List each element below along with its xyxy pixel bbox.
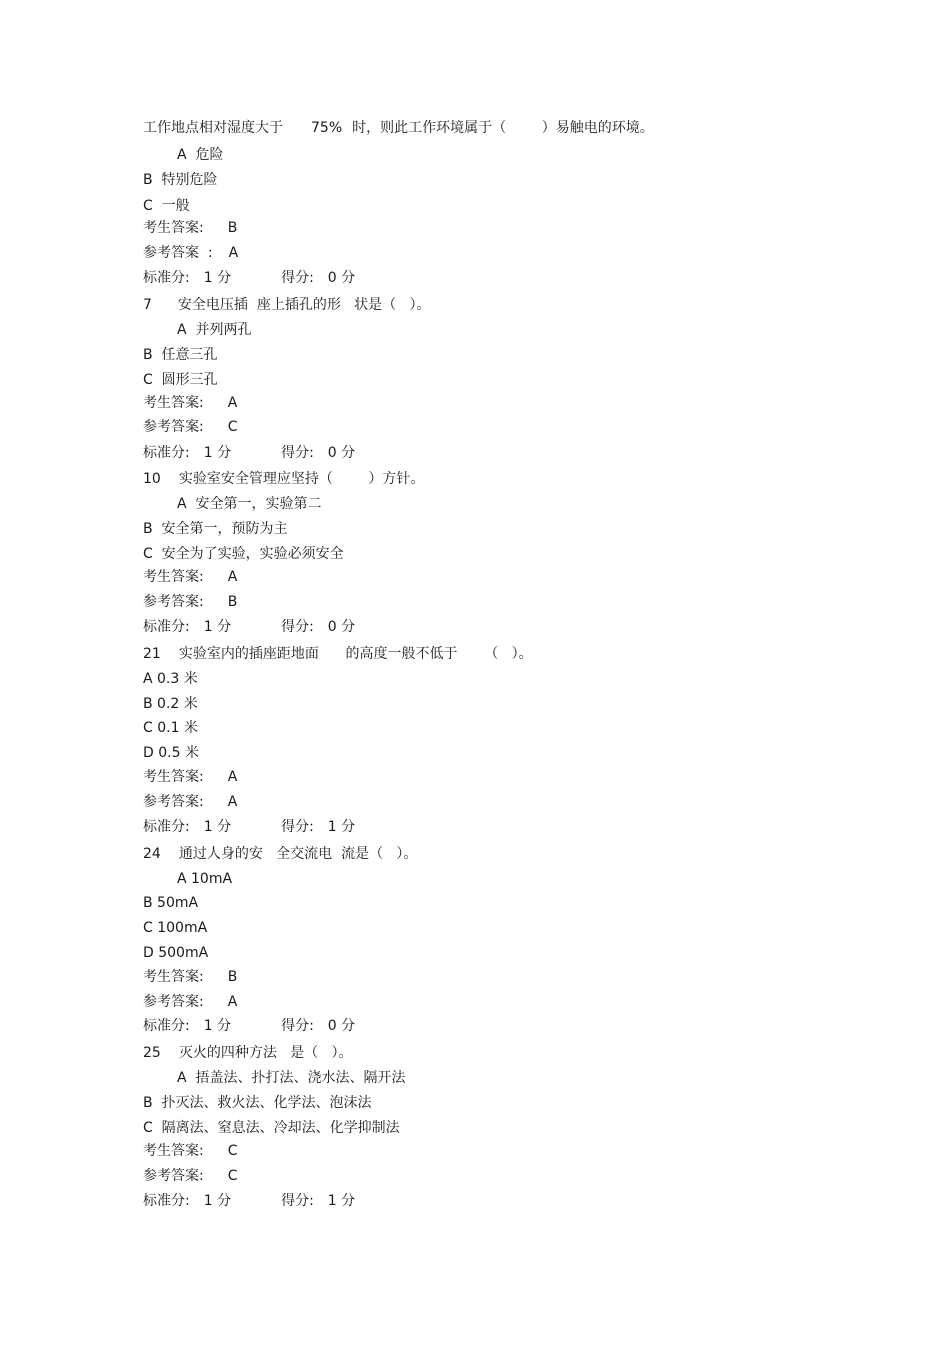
score-line xyxy=(143,444,355,462)
reference-answer-label: 参考答案: xyxy=(143,994,204,1010)
reference-answer xyxy=(143,593,237,611)
reference-answer-label: 参考答案: xyxy=(143,419,204,435)
reference-answer-value: B xyxy=(227,594,238,610)
score-line xyxy=(143,618,355,636)
score-value: 0 分 xyxy=(327,270,356,286)
option-b: B 扑灭法、救火法、化学法、泡沫法 xyxy=(143,1095,372,1111)
reference-answer-value: A xyxy=(227,994,238,1010)
option-a: A 并列两孔 xyxy=(177,322,252,338)
score-line xyxy=(143,1017,355,1035)
option-c: C 100mA xyxy=(143,920,208,936)
question-stem xyxy=(143,845,417,863)
reference-answer xyxy=(143,793,237,811)
option-b: B 0.2 米 xyxy=(143,696,198,712)
student-answer xyxy=(143,768,237,786)
option-b: B 50mA xyxy=(143,895,199,911)
student-answer-value: A xyxy=(227,769,238,785)
stem-text: 实验室内的插座距地面 的高度一般不低于 （ ）。 xyxy=(178,646,533,662)
option-a: A 危险 xyxy=(177,147,224,163)
option-b: B 安全第一，预防为主 xyxy=(143,521,288,537)
reference-answer xyxy=(143,993,237,1011)
student-answer-value: A xyxy=(227,569,238,585)
score-value: 1 分 xyxy=(327,1193,356,1209)
option-d: D 0.5 米 xyxy=(143,745,199,761)
option-a: A 捂盖法、扑打法、浇水法、隔开法 xyxy=(177,1070,406,1086)
score-label: 得分: xyxy=(281,270,314,286)
standard-score-label: 标准分: xyxy=(143,1018,190,1034)
score-label: 得分: xyxy=(281,1193,314,1209)
student-answer-label: 考生答案: xyxy=(143,395,204,411)
stem-text: 实验室安全管理应坚持（ ）方针。 xyxy=(178,471,425,487)
standard-score-value: 1 分 xyxy=(203,270,232,286)
reference-answer-value: C xyxy=(227,1168,238,1184)
score-value: 0 分 xyxy=(327,1018,356,1034)
student-answer-value: A xyxy=(227,395,238,411)
question-number: 21 xyxy=(143,646,161,662)
student-answer xyxy=(143,568,237,586)
question-stem xyxy=(143,645,533,663)
score-value: 0 分 xyxy=(327,445,356,461)
standard-score-value: 1 分 xyxy=(203,819,232,835)
reference-answer-value: A xyxy=(228,245,239,261)
standard-score-value: 1 分 xyxy=(203,619,232,635)
score-line xyxy=(143,269,355,287)
student-answer xyxy=(143,394,237,412)
reference-answer xyxy=(143,1167,238,1185)
stem-text: 灭火的四种方法 是（ ）。 xyxy=(178,1045,353,1061)
option-a: A 10mA xyxy=(177,871,233,887)
question-number: 24 xyxy=(143,846,161,862)
score-value: 1 分 xyxy=(327,819,356,835)
reference-answer-label: 参考答案: xyxy=(143,594,204,610)
option-c: C 一般 xyxy=(143,198,190,214)
stem-text: 通过人身的安 全交流电 流是（ ）。 xyxy=(178,846,418,862)
standard-score-label: 标准分: xyxy=(143,819,190,835)
option-c: C 圆形三孔 xyxy=(143,372,218,388)
standard-score-label: 标准分: xyxy=(143,1193,190,1209)
student-answer xyxy=(143,968,237,986)
question-stem xyxy=(143,296,431,314)
standard-score-value: 1 分 xyxy=(203,1018,232,1034)
score-label: 得分: xyxy=(281,819,314,835)
option-b: B 特别危险 xyxy=(143,172,218,188)
question-number: 10 xyxy=(143,471,161,487)
score-line xyxy=(143,1192,355,1210)
question-stem xyxy=(143,470,424,488)
reference-answer xyxy=(143,418,238,436)
question-stem xyxy=(143,119,654,137)
option-a: A 安全第一，实验第二 xyxy=(177,496,322,512)
student-answer-value: C xyxy=(227,1143,238,1159)
reference-answer xyxy=(143,244,238,262)
option-c: C 0.1 米 xyxy=(143,720,198,736)
stem-text: 75% xyxy=(311,120,343,136)
score-label: 得分: xyxy=(281,619,314,635)
student-answer-value: B xyxy=(227,220,238,236)
question-stem xyxy=(143,1044,353,1062)
student-answer-value: B xyxy=(227,969,238,985)
standard-score-value: 1 分 xyxy=(203,1193,232,1209)
standard-score-label: 标准分: xyxy=(143,445,190,461)
stem-text: 工作地点相对湿度大于 xyxy=(143,120,283,136)
student-answer-label: 考生答案: xyxy=(143,220,204,236)
reference-answer-label: 参考答案: xyxy=(143,794,204,810)
question-number: 25 xyxy=(143,1045,161,1061)
student-answer-label: 考生答案: xyxy=(143,969,204,985)
question-number: 7 xyxy=(143,297,152,313)
student-answer xyxy=(143,219,237,237)
reference-answer-label: 参考答案 : xyxy=(143,245,213,261)
score-value: 0 分 xyxy=(327,619,356,635)
student-answer-label: 考生答案: xyxy=(143,1143,204,1159)
option-c: C 隔离法、窒息法、冷却法、化学抑制法 xyxy=(143,1120,400,1136)
student-answer-label: 考生答案: xyxy=(143,769,204,785)
stem-text: 时，则此工作环境属于（ ）易触电的环境。 xyxy=(352,120,654,136)
stem-text: 安全电压插 座上插孔的形 状是（ ）。 xyxy=(177,297,431,313)
standard-score-value: 1 分 xyxy=(203,445,232,461)
reference-answer-value: C xyxy=(227,419,238,435)
standard-score-label: 标准分: xyxy=(143,619,190,635)
score-label: 得分: xyxy=(281,1018,314,1034)
student-answer xyxy=(143,1142,238,1160)
score-line xyxy=(143,818,355,836)
reference-answer-value: A xyxy=(227,794,238,810)
student-answer-label: 考生答案: xyxy=(143,569,204,585)
option-b: B 任意三孔 xyxy=(143,347,218,363)
option-c: C 安全为了实验，实验必须安全 xyxy=(143,546,344,562)
option-d: D 500mA xyxy=(143,945,209,961)
standard-score-label: 标准分: xyxy=(143,270,190,286)
option-a: A 0.3 米 xyxy=(143,671,198,687)
reference-answer-label: 参考答案: xyxy=(143,1168,204,1184)
score-label: 得分: xyxy=(281,445,314,461)
